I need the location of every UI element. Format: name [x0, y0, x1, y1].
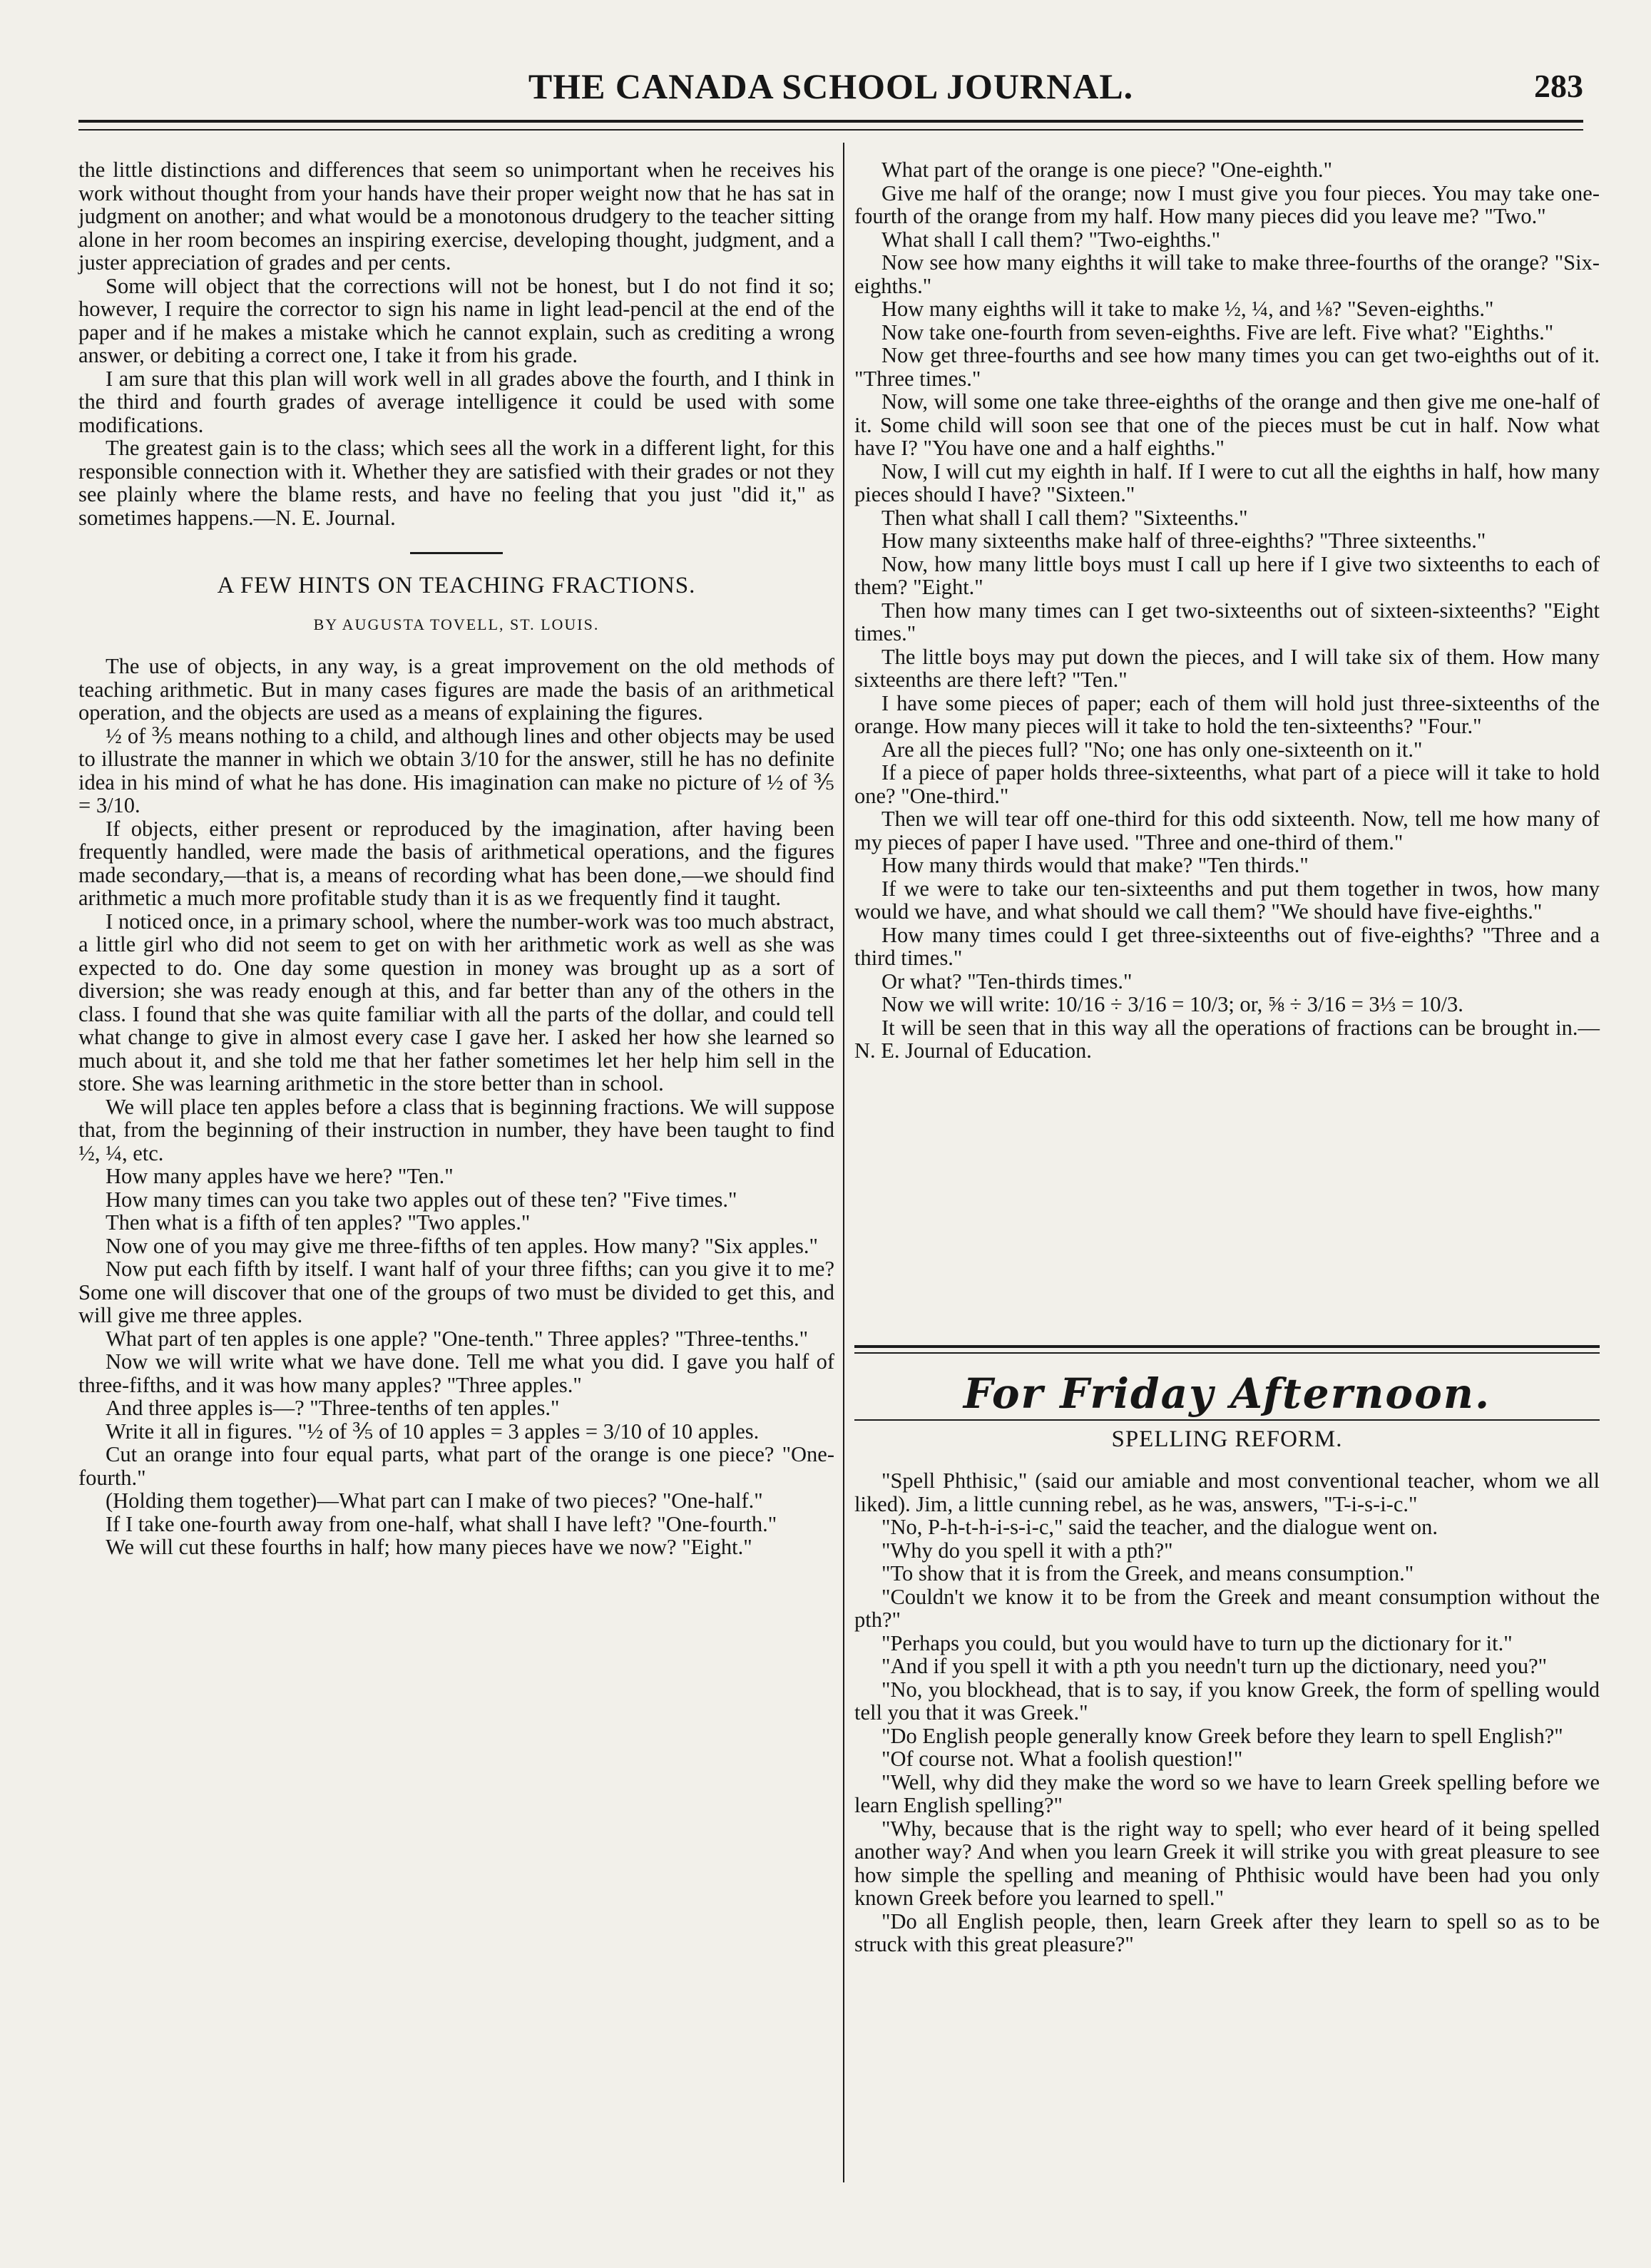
article-title: A FEW HINTS ON TEACHING FRACTIONS.	[217, 573, 696, 598]
spelling-reform-heading: SPELLING REFORM.	[1111, 1426, 1343, 1452]
paragraph: Now we will write what we have done. Tell me what you did. I gave you half of three-fifths, and it was how many apples? "Three apples."	[78, 1349, 834, 1397]
paragraph: Now see how many eighths it will take to make three-fourths of the orange? "Six-eighths."	[854, 250, 1600, 298]
paragraph: (Holding them together)—What part can I make of two pieces? "One-half."	[106, 1488, 763, 1513]
paragraph: It will be seen that in this way all the operations of fractions can be brought in.—N. E. Journal of Education.	[854, 1015, 1600, 1063]
left-column	[78, 158, 834, 2184]
article-byline: BY AUGUSTA TOVELL, ST. LOUIS.	[313, 615, 600, 633]
section-title-underline	[854, 1419, 1600, 1421]
paragraph: "And if you spell it with a pth you needn't turn up the dictionary, need you?"	[881, 1654, 1548, 1678]
paragraph: If a piece of paper holds three-sixteenths, what part of a piece will it take to hold one? "One-third."	[854, 760, 1600, 808]
paragraph: We will cut these fourths in half; how many pieces have we now? "Eight."	[106, 1535, 752, 1559]
page-header	[78, 66, 1583, 108]
paragraph: The little boys may put down the pieces, and I will take six of them. How many sixteenths are there left? "Ten."	[854, 644, 1600, 692]
paragraph: Now, I will cut my eighth in half. If I were to cut all the eighths in half, how many pieces should I have? "Sixteen."	[854, 459, 1600, 506]
paragraph: Now put each fifth by itself. I want half of your three fifths; can you give it to me? Some one will discover that one of the groups of two must be divided to get this, and will give me three apples.	[78, 1257, 834, 1327]
paragraph: The use of objects, in any way, is a great improvement on the old methods of teaching arithmetic. But in many cases figures are made the basis of an arithmetical operation, and the objects are used as a means of explaining the figures.	[78, 654, 834, 725]
paragraph: I noticed once, in a primary school, where the number-work was too much abstract, a little girl who did not seem to get on with her arithmetic work as well as she was expected to do. One day some question in money was brought up as a sort of diversion; she was ready enough at this, and far better than any of the others in the class. I found that she was quite familiar with all the parts of the dollar, and could tell what change to give in almost every case I gave her. I asked her how she learned so much about it, and she told me that her father sometimes let her help him sell in the store. She was learning arithmetic in the store better than in school.	[78, 909, 834, 1095]
paragraph: Then how many times can I get two-sixteenths out of sixteen-sixteenths? "Eight times."	[854, 598, 1600, 645]
header-rule-bottom	[78, 129, 1583, 131]
paragraph: Are all the pieces full? "No; one has only one-sixteenth on it."	[881, 737, 1423, 762]
paragraph: Now, how many little boys must I call up here if I give two sixteenths to each of them? "Eight."	[854, 551, 1600, 599]
paragraph: If I take one-fourth away from one-half, what shall I have left? "One-fourth."	[106, 1511, 777, 1536]
paragraph: "Do all English people, then, learn Greek after they learn to spell so as to be struck with this great pleasure?"	[854, 1909, 1600, 1956]
paragraph: If objects, either present or reproduced by the imagination, after having been frequently handled, were made the basis of arithmetical operations, and the figures made secondary,—that is, a means of recording what has been done,—we should find arithmetic a much more profitable study than it is as we frequently find it taught.	[78, 816, 834, 910]
paragraph: "No, you blockhead, that is to say, if you know Greek, the form of spelling would tell you that it was Greek."	[854, 1677, 1600, 1725]
section-rule-top	[854, 1345, 1600, 1348]
section-title: For Friday Afternoon.	[963, 1369, 1491, 1418]
paragraph: "Why do you spell it with a pth?"	[881, 1538, 1173, 1563]
paragraph: "Do English people generally know Greek before they learn to spell English?"	[881, 1723, 1563, 1748]
paragraph: "Perhaps you could, but you would have to turn up the dictionary for it."	[881, 1630, 1513, 1655]
paragraph: How many eighths will it take to make ½, ¼, and ⅛? "Seven-eighths."	[881, 297, 1494, 321]
paragraph: Then we will tear off one-third for this odd sixteenth. Now, tell me how many of my pieces of paper I have used. "Three and one-third of them."	[854, 807, 1600, 854]
paragraph: Now get three-fourths and see how many times you can get two-eighths out of it. "Three times."	[854, 343, 1600, 391]
paragraph: Write it all in figures. "½ of ⅗ of 10 apples = 3 apples = 3/10 of 10 apples.	[106, 1419, 760, 1444]
header-rule-top	[78, 120, 1583, 123]
paragraph: I have some pieces of paper; each of them will hold just three-sixteenths of the orange. How many pieces will it take to hold the ten-sixteenths? "Four."	[854, 690, 1600, 738]
paragraph: "Spell Phthisic," (said our amiable and most conventional teacher, whom we all liked). Jim, a little cunning rebel, as he was, answers, "T-i-s-i-c."	[854, 1468, 1600, 1516]
journal-title: THE CANADA SCHOOL JOURNAL.	[528, 66, 1134, 106]
column-divider	[843, 143, 844, 2182]
paragraph: Give me half of the orange; now I must give you four pieces. You may take one-fourth of the orange from my half. How many pieces did you leave me? "Two."	[854, 180, 1600, 228]
paragraph: Now take one-fourth from seven-eighths. Five are left. Five what? "Eighths."	[881, 320, 1554, 344]
paragraph: If we were to take our ten-sixteenths and put them together in twos, how many would we have, and what should we call them? "We should have five-eighths."	[854, 876, 1600, 924]
section-divider	[410, 552, 503, 554]
paragraph: How many sixteenths make half of three-eighths? "Three sixteenths."	[881, 528, 1486, 553]
paragraph: Then what is a fifth of ten apples? "Two apples."	[106, 1210, 531, 1235]
paragraph: What shall I call them? "Two-eighths."	[881, 227, 1221, 252]
paragraph: How many times could I get three-sixteenths out of five-eighths? "Three and a third times."	[854, 922, 1600, 970]
paragraph: We will place ten apples before a class that is beginning fractions. We will suppose that, from the beginning of their instruction in number, they have been taught to find ½, ¼, etc.	[78, 1094, 834, 1165]
paragraph: Cut an orange into four equal parts, what part of the orange is one piece? "One-fourth."	[78, 1442, 834, 1490]
paragraph: How many thirds would that make? "Ten thirds."	[881, 853, 1309, 877]
paragraph: "Why, because that is the right way to spell; who ever heard of it being spelled another way? And when you learn Greek it will strike you with great pleasure to see how simple the spelling and meaning of Phthisic would have been had you only known Greek before you learned to spell."	[854, 1816, 1600, 1910]
paragraph: And three apples is—? "Three-tenths of ten apples."	[106, 1396, 560, 1420]
paragraph: Or what? "Ten-thirds times."	[881, 969, 1133, 993]
paragraph: Some will object that the corrections will not be honest, but I do not find it so; however, I require the corrector to sign his name in light lead-pencil at the end of the paper and if he makes a mistake which he cannot explain, such as crediting a wrong answer, or debiting a correct one, I take it from his grade.	[78, 273, 834, 367]
paragraph: Now one of you may give me three-fifths of ten apples. How many? "Six apples."	[106, 1233, 818, 1258]
paragraph: "No, P-h-t-h-i-s-i-c," said the teacher, and the dialogue went on.	[881, 1515, 1438, 1539]
paragraph: What part of the orange is one piece? "One-eighth."	[881, 158, 1333, 182]
paragraph: ½ of ⅗ means nothing to a child, and although lines and other objects may be used to illustrate the manner in which we obtain 3/10 for the answer, still he has no definite idea in his mind of what he has done. His imagination can make no picture of ½ of ⅗ = 3/10.	[78, 723, 834, 817]
right-column-top	[854, 158, 1600, 1339]
page-number: 283	[1534, 68, 1583, 104]
paragraph: Now, will some one take three-eighths of the orange and then give me one-half of it. Some child will soon see that one of the pieces must be cut in half. Now what have I? "You have one and a half eighths."	[854, 389, 1600, 460]
paragraph: "Well, why did they make the word so we have to learn Greek spelling before we learn English spelling?"	[854, 1769, 1600, 1817]
paragraph: What part of ten apples is one apple? "One-tenth." Three apples? "Three-tenths."	[106, 1326, 809, 1351]
paragraph: Then what shall I call them? "Sixteenths."	[881, 505, 1248, 530]
paragraph: "Of course not. What a foolish question!"	[881, 1747, 1243, 1771]
paragraph: Now we will write: 10/16 ÷ 3/16 = 10/3; or, ⅝ ÷ 3/16 = 3⅓ = 10/3.	[881, 992, 1463, 1016]
paragraph: How many apples have we here? "Ten."	[106, 1164, 454, 1188]
paragraph: "To show that it is from the Greek, and means consumption."	[881, 1561, 1414, 1585]
paragraph: I am sure that this plan will work well in all grades above the fourth, and I think in the third and fourth grades of average intelligence it could be used with some modifications.	[78, 366, 834, 437]
paragraph: The greatest gain is to the class; which sees all the work in a different light, for this responsible connection with it. Whether they are satisfied with their grades or not they see plainly where the blame rests, and have no feeling that you just "did it," as sometimes happens.—N. E. Journal.	[78, 436, 834, 530]
paragraph: "Couldn't we know it to be from the Greek and meant consumption without the pth?"	[854, 1584, 1600, 1632]
paragraph: How many times can you take two apples out of these ten? "Five times."	[106, 1187, 737, 1212]
paragraph: the little distinctions and differences that seem so unimportant when he receives his work without thought from your hands have their proper weight now that he has sat in judgment on another; and what would be a monotonous drudgery to the teacher sitting alone in her room becomes an inspiring exercise, developing thought, judgment, and a juster appreciation of grades and per cents.	[78, 158, 834, 275]
section-rule-bottom	[854, 1352, 1600, 1354]
right-column-bottom	[854, 1469, 1600, 2190]
